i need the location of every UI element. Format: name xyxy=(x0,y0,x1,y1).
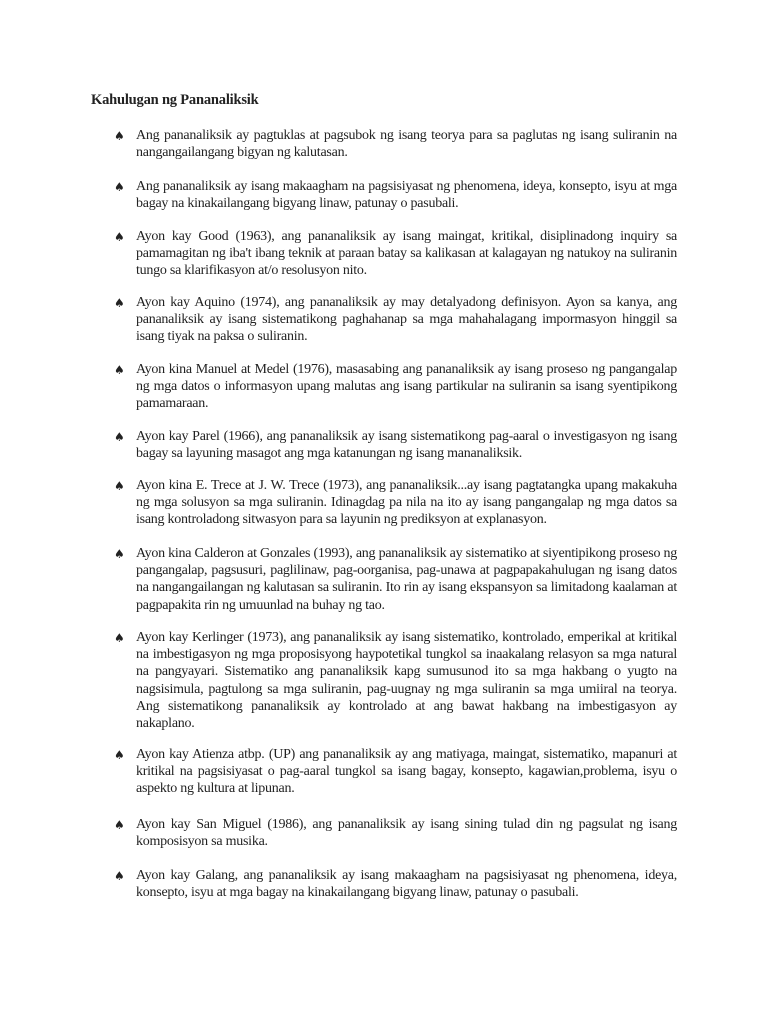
list-item-text: Ayon kina Calderon at Gonzales (1993), ang pananaliksik ay sistematiko at siyentipikong proseso ng pangangalap, pagsusuri, paglilinaw, pag-oorganisa, pag-unawa at pagpapakahulugan ng isang datos na nangangailangan ng kalutasan sa suliranin. Ito rin ay isang ekspansyon sa limitadong kaalaman at pagpapakita rin ng umuunlad na buhay ng tao. xyxy=(136,546,677,613)
list-item xyxy=(114,867,677,901)
list-item xyxy=(114,746,677,798)
list-item-text: Ayon kina Manuel at Medel (1976), masasabing ang pananaliksik ay isang proseso ng pangangalap ng mga datos o informasyon upang malutas ang isang partikular na suliranin sa isang syentipikong pamamaraan. xyxy=(136,362,677,412)
list-item xyxy=(114,127,677,161)
list-item xyxy=(114,545,677,614)
list-item-text: Ayon kina E. Trece at J. W. Trece (1973), ang pananaliksik...ay isang pagtatangka upang makakuha ng mga solusyon sa mga suliranin. Idinagdag pa nila na ito ay isang pangangalap ng mga datos sa isang kontroladong sitwasyon para sa layunin ng prediksyon at explanasyon. xyxy=(136,478,677,528)
page-title: Kahulugan ng Pananaliksik xyxy=(91,92,259,108)
spade-bullet-icon: ♠ xyxy=(114,363,125,377)
list-item xyxy=(114,178,677,212)
list-item xyxy=(114,477,677,529)
spade-bullet-icon: ♠ xyxy=(114,430,125,444)
list-item-text: Ang pananaliksik ay pagtuklas at pagsubok ng isang teorya para sa paglutas ng isang suliranin na nangangailangang bigyan ng kalutasan. xyxy=(136,128,677,161)
spade-bullet-icon: ♠ xyxy=(114,631,125,645)
spade-bullet-icon: ♠ xyxy=(114,180,125,194)
list-item-text: Ayon kay Atienza atbp. (UP) ang pananaliksik ay ang matiyaga, maingat, sistematiko, mapanuri at kritikal na pagsisiyasat o pag-aaral tungkol sa isang bagay, konsepto, kagawian,problema, isyu o aspekto ng kultura at lipunan. xyxy=(136,747,677,797)
spade-bullet-icon: ♠ xyxy=(114,748,125,762)
list-item xyxy=(114,361,677,413)
list-item-text: Ayon kay San Miguel (1986), ang pananaliksik ay isang sining tulad din ng pagsulat ng isang komposisyon sa musika. xyxy=(136,817,677,850)
list-item-text: Ang pananaliksik ay isang makaagham na pagsisiyasat ng phenomena, ideya, konsepto, isyu at mga bagay na kinakailangang bigyang linaw, patunay o pasubali. xyxy=(136,179,677,212)
list-item-text: Ayon kay Galang, ang pananaliksik ay isang makaagham na pagsisiyasat ng phenomena, ideya, konsepto, isyu at mga bagay na kinakailangang bigyang linaw, patunay o pasubali. xyxy=(136,868,677,901)
spade-bullet-icon: ♠ xyxy=(114,818,125,832)
list-item xyxy=(114,816,677,850)
spade-bullet-icon: ♠ xyxy=(114,479,125,493)
list-item-text: Ayon kay Kerlinger (1973), ang pananaliksik ay isang sistematiko, kontrolado, emperikal at kritikal na imbestigasyon ng mga proposisyong haypotetikal tungkol sa inaakalang relasyon sa mga natural na pangyayari. Sistematiko ang pananaliksik kapg sumusunod ito sa mga hakbang o yugto na nagsisimula, pagtulong sa mga suliranin, pag-uugnay ng mga suliranin sa mga umiiral na teorya. Ang sistematikong pananaliksik ay kontrolado at ang bawat hakbang na imbestigasyon ay nakaplano. xyxy=(136,630,677,732)
spade-bullet-icon: ♠ xyxy=(114,129,125,143)
spade-bullet-icon: ♠ xyxy=(114,869,125,883)
list-item-text: Ayon kay Good (1963), ang pananaliksik ay isang maingat, kritikal, disiplinadong inquiry sa pamamagitan ng iba't ibang teknik at paraan batay sa kalikasan at kalagayan ng natukoy na suliranin tungo sa klarifikasyon at/o resolusyon nito. xyxy=(136,229,677,279)
list-item-text: Ayon kay Aquino (1974), ang pananaliksik ay may detalyadong definisyon. Ayon sa kanya, ang pananaliksik ay isang sistematikong paghahanap sa mga mahahalagang impormasyon hinggil sa isang tiyak na paksa o suliranin. xyxy=(136,295,677,345)
spade-bullet-icon: ♠ xyxy=(114,547,125,561)
list-item xyxy=(114,228,677,280)
spade-bullet-icon: ♠ xyxy=(114,230,125,244)
list-item xyxy=(114,294,677,346)
list-item xyxy=(114,428,677,462)
spade-bullet-icon: ♠ xyxy=(114,296,125,310)
list-item xyxy=(114,629,677,732)
list-item-text: Ayon kay Parel (1966), ang pananaliksik ay isang sistematikong pag-aaral o investigasyon ng isang bagay sa layuning masagot ang mga katanungan ng isang mananaliksik. xyxy=(136,429,677,462)
